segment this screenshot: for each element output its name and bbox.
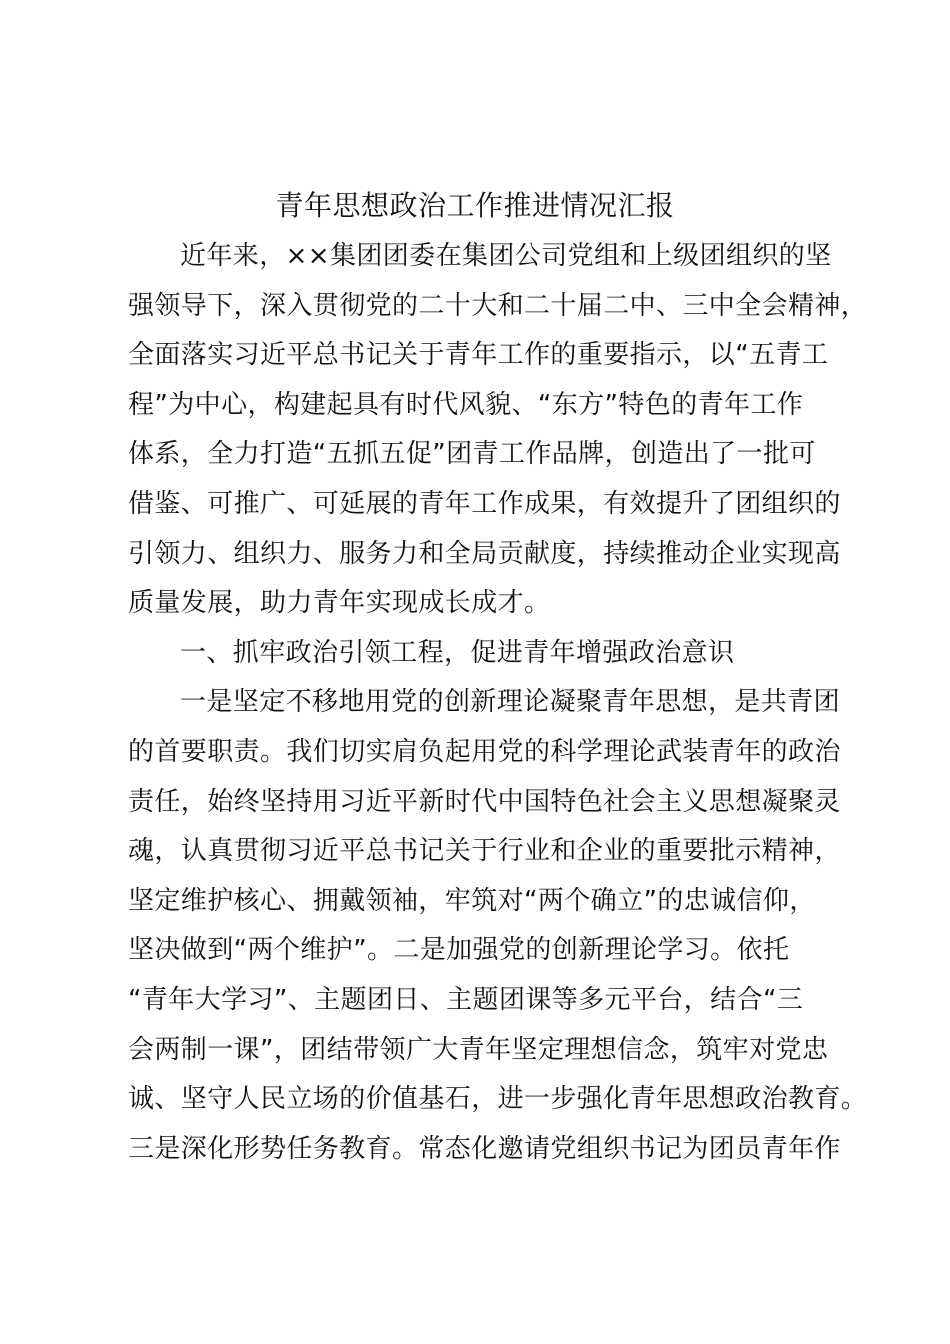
paragraph-line: 坚定维护核心、拥戴领袖，牢筑对“两个确立”的忠诚信仰， [128, 885, 816, 916]
paragraph-line: 引领力、组织力、服务力和全局贡献度，持续推动企业实现高 [128, 538, 841, 569]
document-title: 青年思想政治工作推进情况汇报 [275, 189, 675, 222]
document-body [128, 232, 868, 1174]
paragraph-line: “青年大学习”、主题团日、主题团课等多元平台，结合“三 [128, 984, 804, 1015]
paragraph-line: 一是坚定不移地用党的创新理论凝聚青年思想，是共青团 [180, 687, 841, 718]
paragraph-line: 坚决做到“两个维护”。二是加强党的创新理论学习。依托 [128, 935, 790, 966]
paragraph-line: 程”为中心，构建起具有时代风貌、“东方”特色的青年工作 [128, 389, 804, 420]
paragraph-line: 三是深化形势任务教育。常态化邀请党组织书记为团员青年作 [128, 1133, 841, 1164]
paragraph-line: 诚、坚守人民立场的价值基石，进一步强化青年思想政治教育。 [128, 1084, 868, 1115]
paragraph-line: 会两制一课”，团结带领广大青年坚定理想信念，筑牢对党忠 [128, 1034, 829, 1065]
paragraph-line: 质量发展，助力青年实现成长成才。 [128, 588, 551, 619]
paragraph-line: 体系，全力打造“五抓五促”团青工作品牌，创造出了一批可 [128, 439, 816, 470]
paragraph-line: 全面落实习近平总书记关于青年工作的重要指示，以“五青工 [128, 340, 829, 371]
paragraph-line: 近年来，××集团团委在集团公司党组和上级团组织的坚 [180, 241, 832, 271]
section-heading: 一、抓牢政治引领工程，促进青年增强政治意识 [180, 637, 735, 668]
paragraph-line: 魂，认真贯彻习近平总书记关于行业和企业的重要批示精神， [128, 836, 841, 867]
paragraph-line: 强领导下，深入贯彻党的二十大和二十届二中、三中全会精神， [128, 290, 868, 321]
paragraph-line: 借鉴、可推广、可延展的青年工作成果，有效提升了团组织的 [128, 488, 841, 519]
paragraph-line: 的首要职责。我们切实肩负起用党的科学理论武装青年的政治 [128, 736, 841, 767]
paragraph-line: 责任，始终坚持用习近平新时代中国特色社会主义思想凝聚灵 [128, 786, 841, 817]
